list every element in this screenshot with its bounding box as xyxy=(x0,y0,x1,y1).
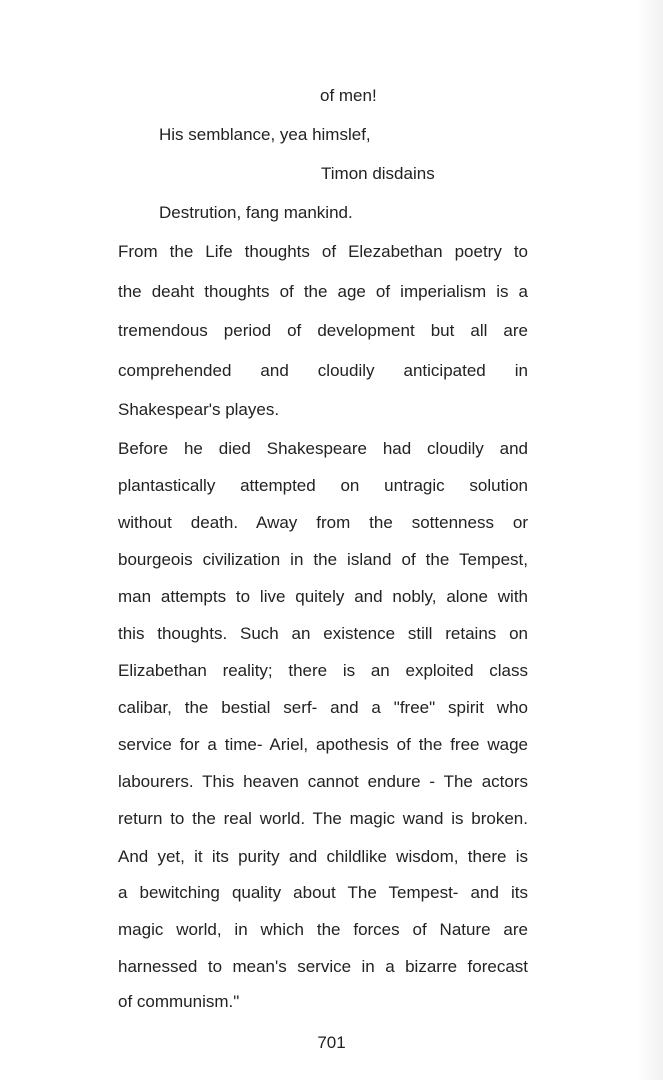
poem-line: Destrution, fang mankind. xyxy=(159,203,353,222)
paragraph-line: of communism." xyxy=(118,992,240,1011)
paragraph-line: return to the real world. The magic wand is broken. xyxy=(118,809,528,828)
paragraph-line: Before he died Shakespeare had cloudily and xyxy=(118,439,528,458)
paragraph-line: the deaht thoughts of the age of imperialism is a xyxy=(118,282,528,301)
poem-line: Timon disdains xyxy=(321,164,435,183)
paragraph-line: labourers. This heaven cannot endure - The actors xyxy=(118,772,528,791)
paragraph-line: harnessed to mean's service in a bizarre forecast xyxy=(118,957,528,976)
poem-line: His semblance, yea himslef, xyxy=(159,125,371,144)
paragraph-line: And yet, it its purity and childlike wisdom, there is xyxy=(118,847,528,866)
paragraph-line: a bewitching quality about The Tempest- and its xyxy=(118,883,528,902)
paragraph-line: From the Life thoughts of Elezabethan poetry to xyxy=(118,242,528,261)
paragraph-line: without death. Away from the sottenness or xyxy=(118,513,528,532)
paragraph-line: Elizabethan reality; there is an exploited class xyxy=(118,661,528,680)
paragraph-line: plantastically attempted on untragic solution xyxy=(118,476,528,495)
paragraph-line: bourgeois civilization in the island of the Tempest, xyxy=(118,550,528,569)
paragraph-line: calibar, the bestial serf- and a "free" spirit who xyxy=(118,698,528,717)
paragraph-line: magic world, in which the forces of Nature are xyxy=(118,920,528,939)
paragraph-line: man attempts to live quitely and nobly, alone with xyxy=(118,587,528,606)
paragraph-line: comprehended and cloudily anticipated in xyxy=(118,361,528,380)
paragraph-line: Shakespear's playes. xyxy=(118,400,280,419)
poem-line: of men! xyxy=(320,86,377,105)
paragraph-line: service for a time- Ariel, apothesis of the free wage xyxy=(118,735,528,754)
paragraph-line: tremendous period of development but all are xyxy=(118,321,528,340)
paragraph-line: this thoughts. Such an existence still retains on xyxy=(118,624,528,643)
page-number: 701 xyxy=(317,1033,346,1052)
